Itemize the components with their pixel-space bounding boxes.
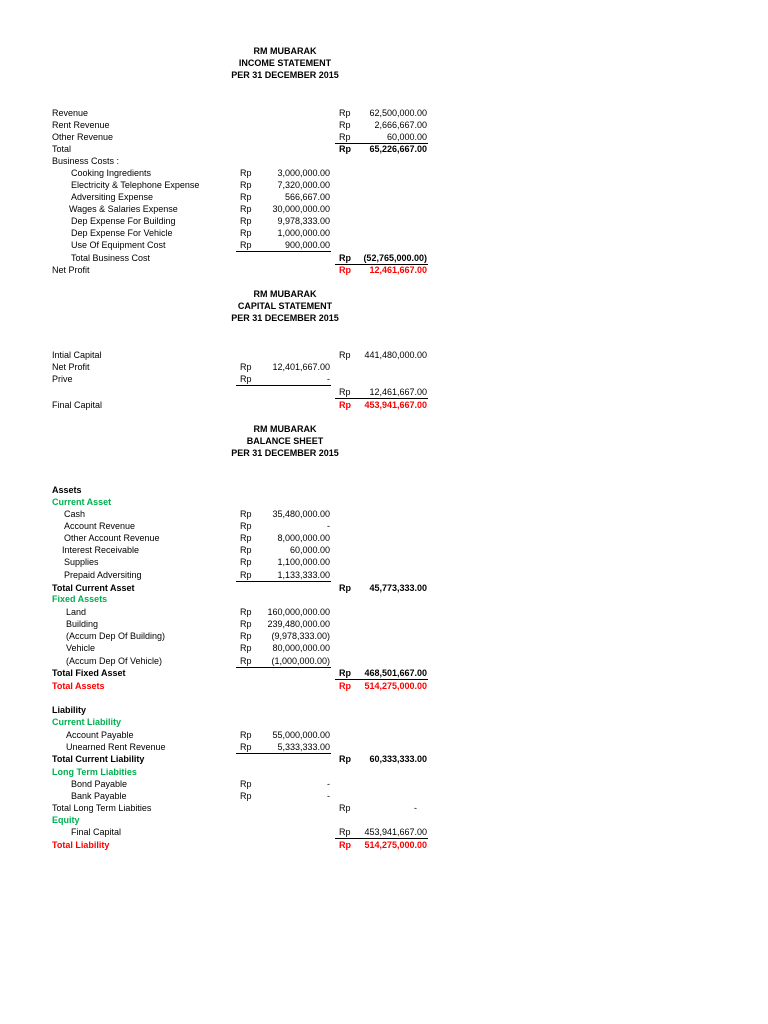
fixed-asset-row: (Accum Dep Of Building) Rp (9,978,333.00) bbox=[66, 631, 330, 641]
fixed-asset-row: Building Rp 239,480,000.00 bbox=[66, 619, 330, 629]
rent-revenue-row: Rent Revenue Rp 2,666,667.00 bbox=[52, 120, 427, 130]
total-liability-row: Total Liability Rp 514,275,000.00 bbox=[52, 840, 427, 850]
final-capital-row: Final Capital Rp 453,941,667.00 bbox=[52, 400, 427, 410]
statement-title: BALANCE SHEET bbox=[246, 436, 324, 446]
current-asset-row: Prepaid Adversiting Rp 1,133,333.00 bbox=[64, 570, 330, 580]
total-current-liability-row: Total Current Liability Rp 60,333,333.00 bbox=[52, 754, 427, 764]
cost-row: Use Of Equipment Cost Rp 900,000.00 bbox=[71, 240, 330, 250]
fixed-assets-heading: Fixed Assets bbox=[52, 594, 108, 604]
long-term-liability-row: Bank Payable Rp - bbox=[71, 791, 330, 801]
cost-row: Adversiting Expense Rp 566,667.00 bbox=[71, 192, 330, 202]
equity-heading: Equity bbox=[52, 815, 80, 825]
current-liability-row: Unearned Rent Revenue Rp 5,333,333.00 bbox=[66, 742, 330, 752]
statement-title: INCOME STATEMENT bbox=[238, 58, 332, 68]
long-term-liability-row: Bond Payable Rp - bbox=[71, 779, 330, 789]
total-fixed-asset-row: Total Fixed Asset Rp 468,501,667.00 bbox=[52, 668, 427, 678]
current-asset-row: Cash Rp 35,480,000.00 bbox=[64, 509, 330, 519]
statement-period: PER 31 DECEMBER 2015 bbox=[231, 448, 339, 458]
other-revenue-row: Other Revenue Rp 60,000.00 bbox=[52, 132, 427, 142]
initial-capital-row: Intial Capital Rp 441,480,000.00 bbox=[52, 350, 427, 360]
cost-row: Dep Expense For Vehicle Rp 1,000,000.00 bbox=[71, 228, 330, 238]
total-long-term-row: Total Long Term Liabities Rp - bbox=[52, 803, 417, 813]
fixed-asset-row: Land Rp 160,000,000.00 bbox=[66, 607, 330, 617]
capital-subtotal-row: Rp 12,461,667.00 bbox=[339, 387, 427, 397]
cost-row: Electricity & Telephone Expense Rp 7,320,000.00 bbox=[71, 180, 330, 190]
liability-heading: Liability bbox=[52, 705, 87, 715]
income-statement-header bbox=[180, 45, 390, 81]
statement-period: PER 31 DECEMBER 2015 bbox=[231, 313, 339, 323]
total-current-asset-row: Total Current Asset Rp 45,773,333.00 bbox=[52, 583, 427, 593]
revenue-row: Revenue Rp 62,500,000.00 bbox=[52, 108, 427, 118]
prive-row: Prive Rp - bbox=[52, 374, 330, 384]
company-name: RM MUBARAK bbox=[253, 424, 317, 434]
current-liability-heading: Current Liability bbox=[52, 717, 122, 727]
cost-row: Dep Expense For Building Rp 9,978,333.00 bbox=[71, 216, 330, 226]
total-revenue-row: Total Rp 65,226,667.00 bbox=[52, 144, 427, 154]
statement-period: PER 31 DECEMBER 2015 bbox=[231, 70, 339, 80]
statement-title: CAPITAL STATEMENT bbox=[237, 301, 333, 311]
cost-row: Cooking Ingredients Rp 3,000,000.00 bbox=[71, 168, 330, 178]
total-business-cost-row: Total Business Cost Rp (52,765,000.00) bbox=[71, 253, 427, 263]
fixed-asset-row: Vehicle Rp 80,000,000.00 bbox=[66, 643, 330, 653]
current-liability-row: Account Payable Rp 55,000,000.00 bbox=[66, 730, 330, 740]
current-asset-row: Other Account Revenue Rp 8,000,000.00 bbox=[64, 533, 330, 543]
net-profit-row: Net Profit Rp 12,461,667.00 bbox=[52, 265, 427, 275]
current-asset-heading: Current Asset bbox=[52, 497, 112, 507]
capital-statement-header bbox=[180, 288, 390, 324]
long-term-heading: Long Term Liabities bbox=[52, 767, 137, 777]
fixed-asset-row: (Accum Dep Of Vehicle) Rp (1,000,000.00) bbox=[66, 656, 330, 666]
current-asset-row: Interest Receivable Rp 60,000.00 bbox=[62, 545, 330, 555]
total-assets-row: Total Assets Rp 514,275,000.00 bbox=[52, 681, 427, 691]
cost-row: Wages & Salaries Expense Rp 30,000,000.00 bbox=[69, 204, 330, 214]
balance-sheet-header bbox=[180, 423, 390, 459]
assets-heading: Assets bbox=[52, 485, 82, 495]
current-asset-row: Account Revenue Rp - bbox=[64, 521, 330, 531]
company-name: RM MUBARAK bbox=[253, 46, 317, 56]
company-name: RM MUBARAK bbox=[253, 289, 317, 299]
current-asset-row: Supplies Rp 1,100,000.00 bbox=[64, 557, 330, 567]
business-costs-row: Business Costs : bbox=[52, 156, 120, 166]
capital-net-profit-row: Net Profit Rp 12,401,667.00 bbox=[52, 362, 330, 372]
equity-final-capital-row: Final Capital Rp 453,941,667.00 bbox=[71, 827, 427, 837]
